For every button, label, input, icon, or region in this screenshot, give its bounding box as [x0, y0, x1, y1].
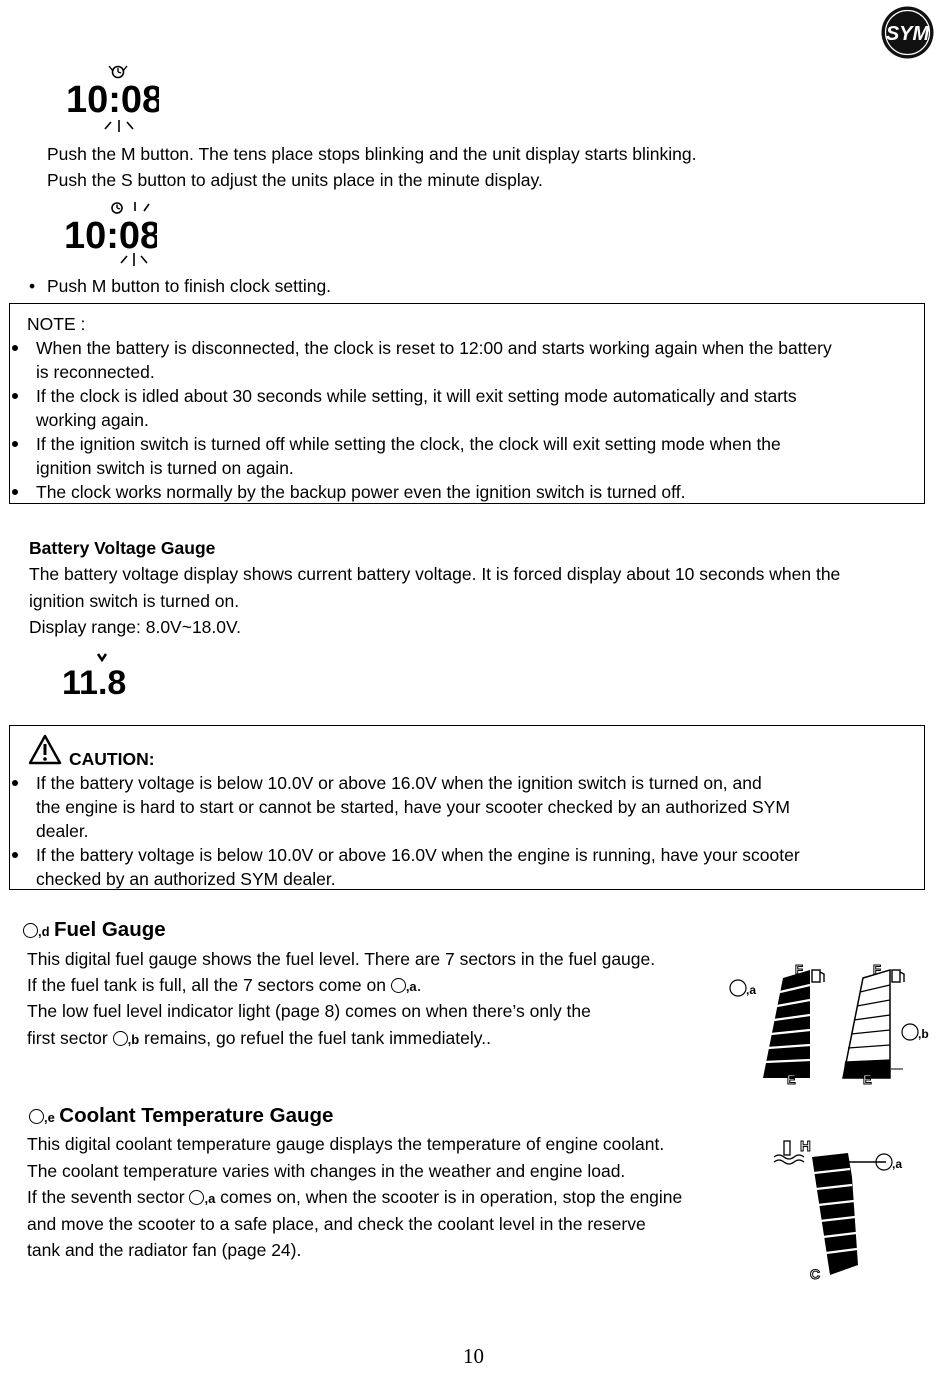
page-number: 10	[463, 1344, 484, 1368]
caution-item: If the battery voltage is below 10.0V or above 16.0V when the engine is running, have your scooter checked by an authorized SYM dealer.	[10, 843, 920, 891]
caution-box	[9, 725, 925, 890]
coolant-hot-mark: H	[800, 1138, 811, 1155]
battery-line-2: ignition switch is turned on.	[29, 591, 240, 611]
coolant-title: Coolant Temperature Gauge	[59, 1104, 334, 1127]
fuel-gauge-figure	[725, 960, 940, 1088]
battery-voltage-display	[60, 650, 140, 700]
warning-icon	[28, 734, 62, 766]
ref-circle-icon	[730, 980, 746, 996]
fuel-line-3: The low fuel level indicator light (page 8) comes on when there’s only the	[27, 1001, 591, 1021]
clock-display-minute-tens	[64, 62, 159, 137]
coolant-line-1: This digital coolant temperature gauge displays the temperature of engine coolant.	[27, 1134, 665, 1154]
fuel-empty-mark: E	[863, 1072, 872, 1087]
blink-marks	[105, 120, 133, 132]
caution-title: CAUTION:	[69, 749, 155, 769]
coolant-line-2: The coolant temperature varies with changes in the weather and engine load.	[27, 1161, 626, 1181]
fuel-line-2: If the fuel tank is full, all the 7 sectors come on ,a.	[27, 975, 422, 995]
note-item: If the clock is idled about 30 seconds while setting, it will exit setting mode automatically and starts working again.	[10, 384, 920, 432]
note-list	[10, 336, 920, 504]
clock-digits: 10:08	[64, 215, 157, 257]
coolant-gauge-figure	[770, 1135, 945, 1285]
fuel-gauge-low	[843, 970, 890, 1078]
volt-icon	[98, 654, 106, 660]
ref-circle-icon	[391, 978, 406, 993]
fuel-heading	[23, 918, 166, 942]
clock-para-1: Push the M button. The tens place stops blinking and the unit display starts blinking.	[47, 144, 697, 164]
fuel-pump-icon	[892, 970, 904, 982]
clock-bullet-text: Push M button to finish clock setting.	[47, 276, 332, 296]
fuel-ref: ,d	[38, 924, 50, 939]
ref-circle-icon	[29, 1109, 44, 1124]
battery-line-1: The battery voltage display shows current battery voltage. It is forced display about 10 seconds when the	[29, 564, 841, 584]
note-box	[9, 303, 925, 504]
clock-digits: 10:08	[66, 79, 159, 121]
note-title: NOTE :	[27, 314, 86, 334]
fuel-gauge-full	[763, 970, 810, 1078]
fuel-pump-icon	[812, 970, 824, 982]
coolant-line-4: and move the scooter to a safe place, and check the coolant level in the reserve	[27, 1214, 646, 1234]
coolant-line-5: tank and the radiator fan (page 24).	[27, 1240, 302, 1260]
ref-circle-icon	[902, 1024, 918, 1040]
battery-title: Battery Voltage Gauge	[29, 538, 216, 558]
fuel-line-4: first sector ,b remains, go refuel the fuel tank immediately..	[27, 1028, 491, 1048]
caution-list	[10, 771, 920, 891]
fuel-full-mark: F	[795, 962, 803, 977]
sym-logo	[880, 5, 935, 60]
clock-icon	[109, 66, 127, 78]
clock-bullet: • Push M button to finish clock setting.	[29, 276, 332, 296]
note-item: When the battery is disconnected, the clock is reset to 12:00 and starts working again when the battery is reconnected.	[10, 336, 920, 384]
fuel-full-mark: F	[873, 962, 881, 977]
battery-line-3: Display range: 8.0V~18.0V.	[29, 617, 241, 637]
logo-text: SYM	[885, 23, 930, 45]
fig-ref-b: ,b	[918, 1027, 929, 1041]
coolant-gauge-bars	[812, 1153, 858, 1275]
coolant-heading	[29, 1104, 333, 1128]
fuel-empty-mark: E	[787, 1072, 796, 1087]
fig-ref-a: ,a	[746, 983, 757, 997]
clock-display-minute-units	[62, 198, 157, 270]
clock-para-2: Push the S button to adjust the units place in the minute display.	[47, 170, 543, 190]
coolant-line-3: If the seventh sector ,a comes on, when the scooter is in operation, stop the engine	[27, 1187, 683, 1207]
fuel-title: Fuel Gauge	[54, 918, 166, 941]
coolant-ref: ,e	[44, 1110, 55, 1125]
caution-item: If the battery voltage is below 10.0V or above 16.0V when the ignition switch is turned on, and the engine is hard to start or cannot be started, have your scooter checked by an authorized SYM dealer.	[10, 771, 920, 843]
ref-circle-icon	[189, 1190, 204, 1205]
note-item: If the ignition switch is turned off while setting the clock, the clock will exit setting mode when the ignition switch is turned on again.	[10, 432, 920, 480]
note-item: The clock works normally by the backup power even the ignition switch is turned off.	[10, 480, 920, 504]
coolant-cold-mark: C	[810, 1266, 821, 1282]
ref-circle-icon	[113, 1031, 128, 1046]
fuel-line-1: This digital fuel gauge shows the fuel level. There are 7 sectors in the fuel gauge.	[27, 949, 656, 969]
voltage-digits: 11.8	[62, 664, 127, 700]
fig-ref-a: ,a	[892, 1157, 903, 1171]
ref-circle-icon	[23, 923, 38, 938]
clock-icon	[112, 203, 122, 213]
